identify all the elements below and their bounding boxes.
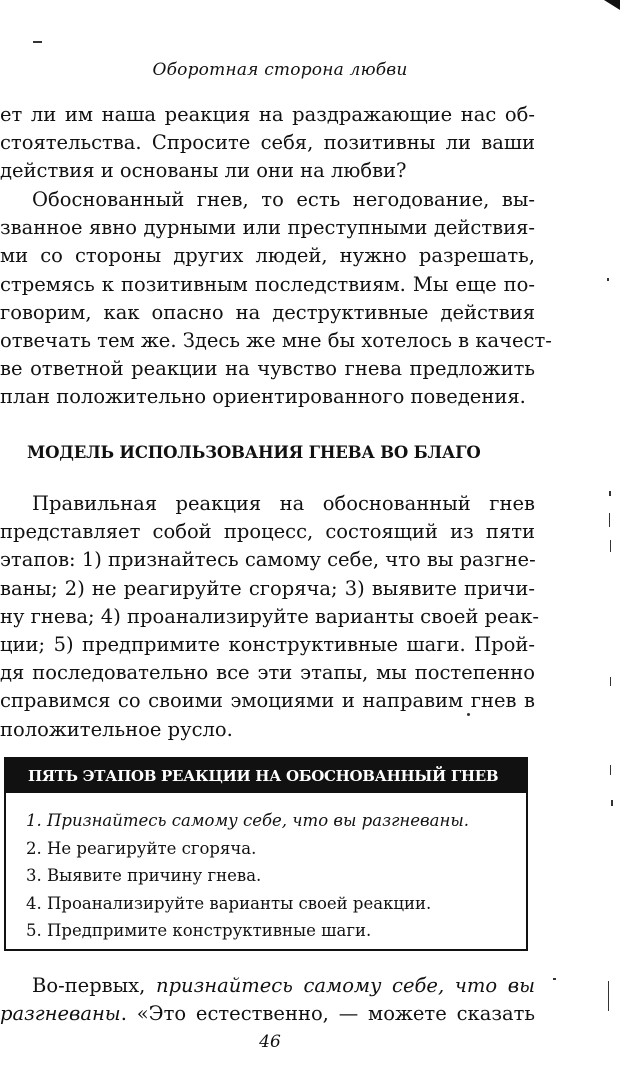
paragraph-line: [0, 972, 535, 1000]
steps-list-item: 1. Признайтесь самому себе, что вы разгневаны.: [26, 811, 470, 830]
paragraph-line: ет ли им наша реакция на раздражающие нас об-: [0, 103, 535, 126]
paragraph-3: [0, 490, 539, 744]
paragraph-line: положительное русло.: [0, 717, 233, 741]
steps-list-item: 5. Предпримите конструктивные шаги.: [26, 921, 372, 940]
margin-speck: [611, 800, 613, 806]
scan-speck: [33, 41, 42, 43]
paragraph-line: [0, 1000, 535, 1028]
paragraph-line: действия и основаны ли они на любви?: [0, 159, 407, 183]
margin-speck: [607, 278, 609, 281]
paragraph-line: Правильная реакция на обоснованный гнев: [32, 492, 535, 515]
running-head: Оборотная сторона любви: [152, 60, 408, 80]
paragraph-line: этапов: 1) признайтесь самому себе, что вы разгне-: [0, 548, 536, 572]
paragraph-line: стоятельства. Спросите себя, позитивны ли ваши: [0, 131, 535, 155]
margin-speck: [609, 491, 611, 496]
paragraph-line: ве ответной реакции на чувство гнева предложить: [0, 357, 535, 381]
paragraph-line: ну гнева; 4) проанализируйте варианты своей реак-: [0, 604, 539, 628]
steps-box: [4, 757, 528, 951]
paragraph-line: ции; 5) предпримите конструктивные шаги. Прой-: [0, 633, 535, 657]
paragraph-line: справимся со своими эмоциями и направим гнев в: [0, 689, 535, 713]
page-number: 46: [259, 1032, 281, 1052]
margin-speck: [610, 765, 611, 775]
paragraph-text: . «Это естественно, — можете сказать: [120, 1002, 535, 1026]
emphasis-text: признайтесь самому себе, что вы: [156, 974, 535, 997]
steps-list: [6, 793, 526, 945]
scan-speck: [467, 713, 470, 716]
section-heading: МОДЕЛЬ ИСПОЛЬЗОВАНИЯ ГНЕВА ВО БЛАГО: [27, 443, 481, 462]
steps-list-item: 4. Проанализируйте варианты своей реакции.: [26, 893, 432, 913]
paragraph-line: званное явно дурными или преступными действия-: [0, 216, 535, 240]
emphasis-text: разгневаны: [0, 1002, 121, 1026]
paragraph-2: [0, 186, 552, 412]
paragraph-line: стремясь к позитивным последствиям. Мы еще по-: [0, 272, 535, 296]
paragraph-line: ваны; 2) не реагируйте сгоряча; 3) выявите причи-: [0, 576, 535, 600]
paragraph-line: дя последовательно все эти этапы, мы постепенно: [0, 661, 535, 685]
margin-speck: [609, 513, 610, 527]
paragraph-line: план положительно ориентированного поведения.: [0, 385, 526, 409]
paragraph-text: Во-первых,: [32, 974, 157, 997]
paragraph-line: ми со стороны других людей, нужно разрешать,: [0, 244, 535, 268]
margin-speck: [553, 978, 556, 980]
paragraph-line: говорим, как опасно на деструктивные действия: [0, 300, 535, 324]
paragraph-line: представляет собой процесс, состоящий из пяти: [0, 520, 535, 544]
steps-list-item: 2. Не реагируйте сгоряча.: [26, 838, 257, 858]
margin-speck: [610, 677, 611, 686]
margin-speck: [610, 540, 611, 552]
corner-scan-mark: [604, 0, 620, 10]
margin-speck: [608, 981, 609, 1011]
paragraph-1: [0, 101, 535, 186]
paragraph-line: отвечать тем же. Здесь же мне бы хотелось в качест-: [0, 329, 552, 353]
paragraph-line: Обоснованный гнев, то есть негодование, вы-: [32, 188, 535, 211]
paragraph-4: [0, 972, 535, 1028]
steps-box-title: ПЯТЬ ЭТАПОВ РЕАКЦИИ НА ОБОСНОВАННЫЙ ГНЕВ: [6, 759, 526, 793]
steps-list-item: 3. Выявите причину гнева.: [26, 866, 262, 885]
